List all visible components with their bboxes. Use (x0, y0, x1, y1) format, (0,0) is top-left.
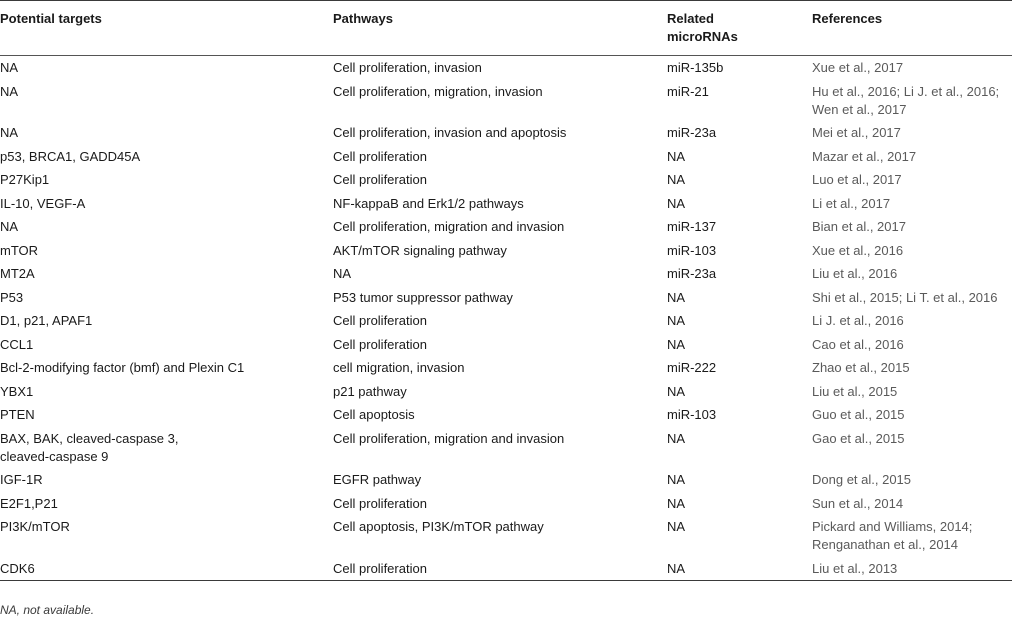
table-row (0, 145, 1012, 169)
table-row (0, 80, 1012, 122)
cell-related-microrna: NA (667, 495, 686, 511)
table-row (0, 557, 1012, 581)
table-row (0, 215, 1012, 239)
header-potential-targets: Potential targets (0, 11, 102, 26)
cell-potential-target: MT2A (0, 266, 35, 281)
table-row (0, 380, 1012, 404)
cell-pathway: cell migration, invasion (333, 360, 465, 375)
cell-related-microrna: miR-103 (667, 407, 717, 422)
cell-potential-target: CCL1 (0, 336, 34, 352)
cell-reference: Dong et al., 2015 (812, 472, 912, 487)
cell-potential-target: D1, p21, APAF1 (0, 313, 93, 328)
table-row (0, 492, 1012, 516)
cell-potential-target: NA (0, 125, 19, 140)
cell-potential-target: NA (0, 219, 19, 234)
cell-pathway: AKT/mTOR signaling pathway (333, 242, 507, 258)
cell-reference: Mei et al., 2017 (812, 125, 901, 140)
cell-potential-target: P53 (0, 289, 24, 305)
cell-related-microrna: miR-137 (667, 219, 717, 234)
cell-pathway: P53 tumor suppressor pathway (333, 289, 513, 305)
cell-reference: Liu et al., 2013 (812, 560, 898, 576)
cell-reference: Shi et al., 2015; Li T. et al., 2016 (812, 289, 998, 305)
table-row (0, 121, 1012, 145)
table-body (0, 56, 1012, 580)
cell-pathway: NA (333, 266, 352, 281)
cell-potential-target: PTEN (0, 407, 35, 422)
cell-related-microrna: NA (667, 472, 686, 487)
table-row (0, 56, 1012, 80)
cell-pathway: Cell proliferation (333, 560, 427, 576)
cell-pathway: Cell apoptosis, PI3K/mTOR pathway (333, 519, 544, 534)
cell-pathway: Cell proliferation (333, 336, 427, 352)
cell-reference: Li et al., 2017 (812, 195, 891, 211)
cell-reference: Li J. et al., 2016 (812, 313, 904, 328)
cell-related-microrna: miR-135b (667, 60, 724, 75)
table-row (0, 286, 1012, 310)
cell-related-microrna: NA (667, 519, 686, 534)
cell-pathway: EGFR pathway (333, 472, 422, 487)
cell-potential-target: mTOR (0, 242, 39, 258)
cell-reference: Sun et al., 2014 (812, 495, 904, 511)
cell-related-microrna: miR-222 (667, 360, 717, 375)
cell-pathway: Cell proliferation (333, 148, 427, 164)
table-row (0, 262, 1012, 286)
table-header-row (0, 1, 1012, 55)
table-row (0, 515, 1012, 557)
table-row (0, 192, 1012, 216)
cell-related-microrna: NA (667, 430, 686, 446)
cell-pathway: Cell proliferation, invasion and apoptosis (333, 125, 567, 140)
cell-pathway: Cell proliferation, migration and invasion (333, 219, 565, 234)
cell-potential-target: PI3K/mTOR (0, 519, 70, 534)
cell-related-microrna: NA (667, 560, 686, 576)
cell-reference: Gao et al., 2015 (812, 430, 905, 446)
cell-reference: Xue et al., 2017 (812, 60, 904, 75)
cell-potential-target: BAX, BAK, cleaved-caspase 3, cleaved-caspase 9 (0, 430, 179, 464)
cell-pathway: Cell proliferation (333, 495, 427, 511)
cell-potential-target: NA (0, 83, 19, 99)
cell-related-microrna: NA (667, 195, 686, 211)
cell-potential-target: YBX1 (0, 383, 34, 399)
cell-reference: Liu et al., 2016 (812, 266, 898, 281)
cell-related-microrna: miR-21 (667, 83, 709, 99)
table-row (0, 403, 1012, 427)
header-related-micrornas: Related microRNAs (667, 11, 738, 44)
table-row (0, 427, 1012, 469)
cell-reference: Zhao et al., 2015 (812, 360, 910, 375)
cell-potential-target: P27Kip1 (0, 172, 50, 187)
cell-reference: Luo et al., 2017 (812, 172, 902, 187)
cell-potential-target: NA (0, 60, 19, 75)
cell-reference: Xue et al., 2016 (812, 242, 904, 258)
cell-related-microrna: NA (667, 148, 686, 164)
cell-potential-target: p53, BRCA1, GADD45A (0, 148, 141, 164)
cell-related-microrna: NA (667, 289, 686, 305)
cell-related-microrna: NA (667, 313, 686, 328)
table-row (0, 309, 1012, 333)
header-references: References (812, 11, 883, 26)
table-row (0, 239, 1012, 263)
cell-pathway: Cell proliferation, migration, invasion (333, 83, 543, 99)
table-row (0, 333, 1012, 357)
cell-pathway: Cell proliferation (333, 172, 427, 187)
cell-potential-target: CDK6 (0, 560, 35, 576)
cell-reference: Liu et al., 2015 (812, 383, 898, 399)
cell-potential-target: IGF-1R (0, 472, 43, 487)
cell-related-microrna: miR-103 (667, 242, 717, 258)
cell-related-microrna: miR-23a (667, 125, 717, 140)
header-pathways: Pathways (333, 11, 393, 26)
cell-reference: Guo et al., 2015 (812, 407, 905, 422)
cell-pathway: Cell apoptosis (333, 407, 415, 422)
cell-reference: Pickard and Williams, 2014; Renganathan et al., 2014 (812, 519, 973, 552)
cell-pathway: Cell proliferation, invasion (333, 60, 482, 75)
cell-pathway: NF-kappaB and Erk1/2 pathways (333, 195, 524, 211)
table-row (0, 168, 1012, 192)
cell-related-microrna: NA (667, 336, 686, 352)
cell-pathway: Cell proliferation (333, 313, 427, 328)
cell-pathway: Cell proliferation, migration and invasion (333, 430, 565, 446)
cell-reference: Bian et al., 2017 (812, 219, 906, 234)
cell-reference: Mazar et al., 2017 (812, 148, 917, 164)
cell-reference: Hu et al., 2016; Li J. et al., 2016; Wen et al., 2017 (812, 83, 1000, 117)
cell-reference: Cao et al., 2016 (812, 336, 904, 352)
cell-related-microrna: NA (667, 172, 686, 187)
table-row (0, 468, 1012, 492)
cell-potential-target: E2F1,P21 (0, 495, 58, 511)
cell-related-microrna: NA (667, 383, 686, 399)
cell-potential-target: Bcl-2-modifying factor (bmf) and Plexin C1 (0, 360, 245, 375)
cell-pathway: p21 pathway (333, 383, 407, 399)
bottom-rule (0, 580, 1012, 581)
cell-potential-target: IL-10, VEGF-A (0, 195, 86, 211)
table-row (0, 356, 1012, 380)
table-footnote: NA, not available. (0, 603, 95, 617)
cell-related-microrna: miR-23a (667, 266, 717, 281)
